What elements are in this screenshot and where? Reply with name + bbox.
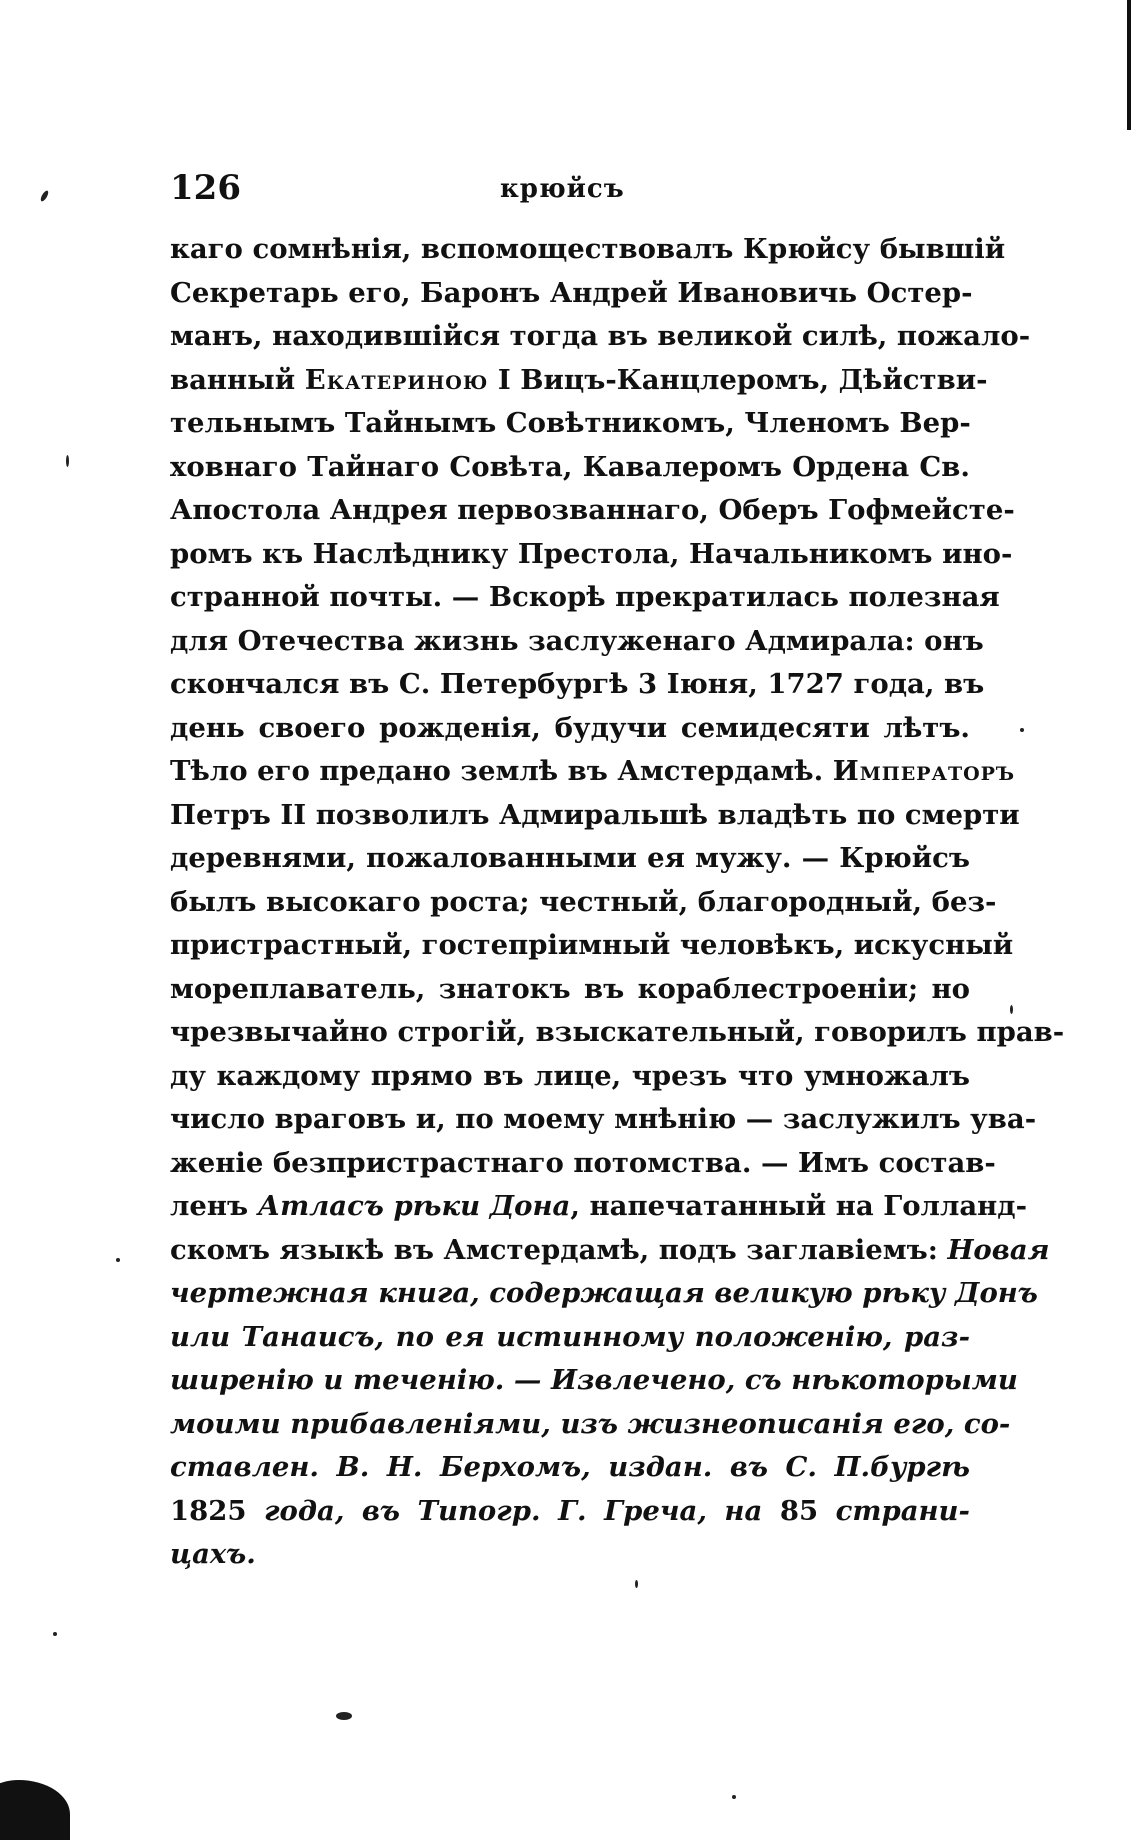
text-line: Тѣло его предано землѣ въ Амстердамѣ. Императоръ <box>170 755 1016 787</box>
text-line: 1825 года, въ Типогр. Г. Греча, на 85 страни- <box>170 1494 970 1527</box>
text-line: пристрастный, гостепріимный человѣкъ, искусный <box>170 929 1014 961</box>
text-line: ставлен. В. Н. Берхомъ, издан. въ С. П.бургѣ <box>170 1451 970 1483</box>
scan-speck <box>53 1632 57 1636</box>
page-header <box>170 168 970 218</box>
scan-corner-blot <box>0 1780 70 1840</box>
text-line: былъ высокаго роста; честный, благородный, без- <box>170 885 997 918</box>
text-line: чертежная книга, содержащая великую рѣку Донъ <box>170 1277 1038 1309</box>
text-line: ширенію и теченію. — Извлечено, съ нѣкоторыми <box>170 1364 1018 1396</box>
running-head: крюйсъ <box>500 174 625 204</box>
scan-speck <box>39 190 49 203</box>
page-number: 126 <box>170 168 241 208</box>
text-line: мореплаватель, знатокъ въ кораблестроеніи; но <box>170 972 970 1005</box>
text-line: для Отечества жизнь заслуженаго Адмирала: онъ <box>170 624 984 657</box>
text-line: или Танаисъ, по ея истинному положенію, раз- <box>170 1320 970 1353</box>
scan-speck <box>1010 1005 1013 1014</box>
scan-speck <box>66 455 69 467</box>
scan-speck <box>635 1580 638 1588</box>
text-line: скомъ языкѣ въ Амстердамѣ, подъ заглавіемъ: Новая <box>170 1233 1050 1266</box>
text-line: Апостола Андрея первозваннаго, Оберъ Гофмейсте- <box>170 494 1015 526</box>
text-line: ванный Екатериною I Вицъ-Канцлеромъ, Дѣйстви- <box>170 363 988 396</box>
text-line: чрезвычайно строгій, взыскательный, говорилъ прав- <box>170 1016 1065 1048</box>
text-line: ромъ къ Наслѣднику Престола, Начальникомъ ино- <box>170 537 1013 570</box>
text-line: ховнаго Тайнаго Совѣта, Кавалеромъ Ордена Св. <box>170 450 970 483</box>
text-line: Секретарь его, Баронъ Андрей Ивановичь Остер- <box>170 276 973 309</box>
text-line: женіе безпристрастнаго потомства. — Имъ состав- <box>170 1146 996 1179</box>
scan-speck <box>732 1795 736 1799</box>
text-line: число враговъ и, по моему мнѣнію — заслужилъ ува- <box>170 1103 1037 1135</box>
text-line: цахъ. <box>170 1538 256 1570</box>
text-line: странной почты. — Вскорѣ прекратилась полезная <box>170 581 1000 613</box>
scan-edge-line <box>1127 0 1131 130</box>
text-line: моими прибавленіями, изъ жизнеописанія его, со- <box>170 1407 1011 1440</box>
text-line: каго сомнѣнія, вспомоществовалъ Крюйсу бывшій <box>170 233 1006 265</box>
text-line: день своего рожденія, будучи семидесяти лѣтъ. <box>170 711 970 744</box>
text-line: скончался въ С. Петербургѣ 3 Іюня, 1727 года, въ <box>170 668 985 700</box>
scan-speck <box>116 1258 120 1262</box>
body-text <box>170 228 1065 1577</box>
text-line: ду каждому прямо въ лице, чрезъ что умножалъ <box>170 1059 970 1092</box>
text-line: деревнями, пожалованными ея мужу. — Крюйсъ <box>170 842 970 874</box>
text-line: тельнымъ Тайнымъ Совѣтникомъ, Членомъ Вер- <box>170 407 971 439</box>
scan-speck <box>1020 728 1024 732</box>
text-line: ленъ Атласъ рѣки Дона, напечатанный на Голланд- <box>170 1190 1028 1222</box>
text-line: Петръ II позволилъ Адмиральшѣ владѣть по смерти <box>170 798 1020 831</box>
scan-speck <box>336 1712 352 1720</box>
text-line: манъ, находившійся тогда въ великой силѣ, пожало- <box>170 320 1031 352</box>
